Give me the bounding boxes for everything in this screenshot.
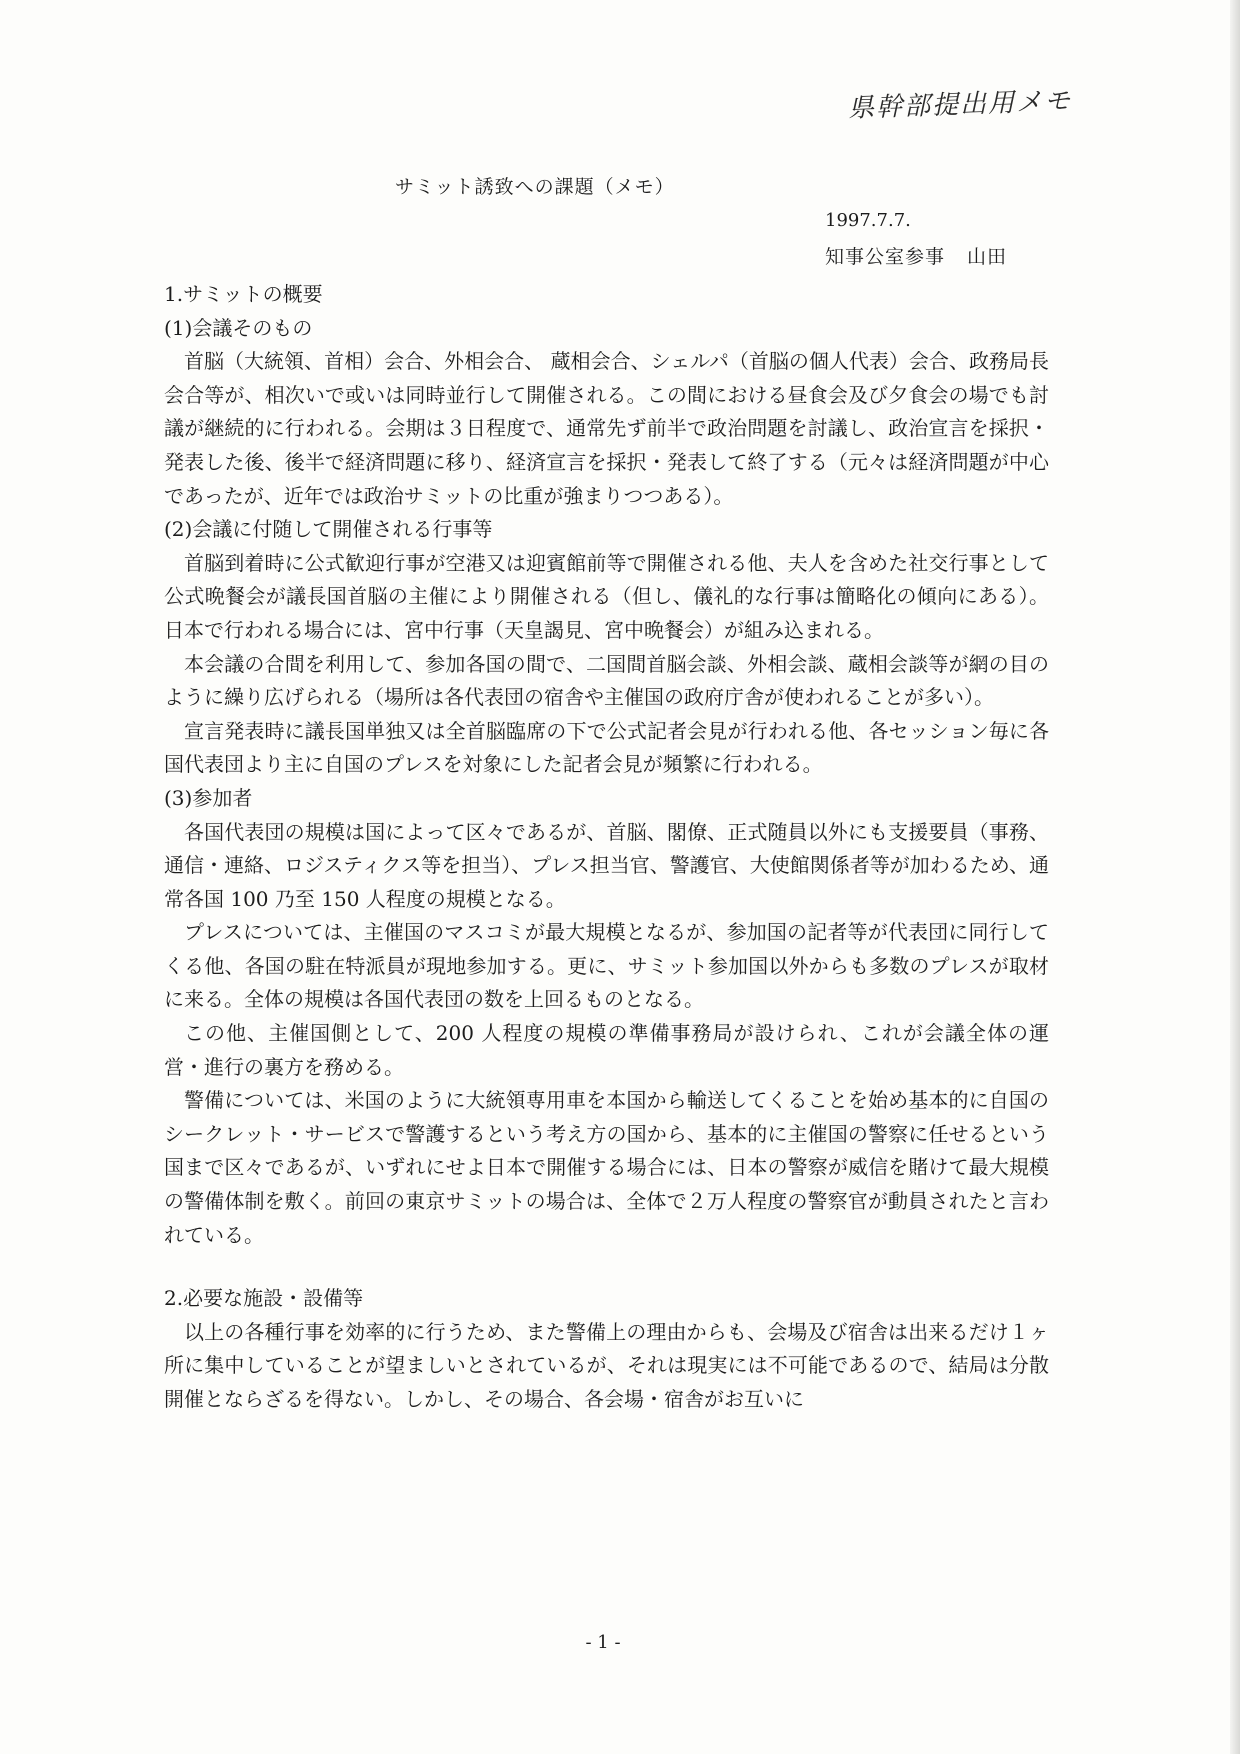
- paragraph: 首脳（大統領、首相）会合、外相会合、 蔵相会合、シェルパ（首脳の個人代表）会合、政務局長会合等が、相次いで或いは同時並行して開催される。この間における昼食会及び夕食会の場でも討議が継続的に行われる。会期は３日程度で、通常先ず前半で政治問題を討議し、政治宣言を採択・発表した後、後半で経済問題に移り、経済宣言を採択・発表して終了する（元々は経済問題が中心であったが、近年では政治サミットの比重が強まりつつある）。: [164, 349, 1049, 508]
- subsection-heading: (1)会議そのもの: [164, 315, 313, 340]
- subsection-heading: (3)参加者: [164, 785, 253, 810]
- document-author: [825, 242, 1007, 269]
- paragraph: 警備については、米国のように大統領専用車を本国から輸送してくることを始め基本的に自国のシークレット・サービスで警護するという考え方の国から、基本的に主催国の警察に任せるという国まで区々であるが、いずれにせよ日本で開催する場合には、日本の警察が威信を賭けて最大規模の警備体制を敷く。前回の東京サミットの場合は、全体で２万人程度の警察官が動員されたと言われている。: [164, 1088, 1049, 1247]
- subsection-heading: (2)会議に付随して開催される行事等: [164, 517, 493, 542]
- document-date: 1997.7.7.: [825, 210, 911, 231]
- document-title: サミット誘致への課題（メモ）: [395, 176, 675, 198]
- author-office: 知事公室参事: [825, 246, 946, 268]
- page-number: - 1 -: [585, 1632, 621, 1653]
- paragraph: プレスについては、主催国のマスコミが最大規模となるが、参加国の記者等が代表団に同行してくる他、各国の駐在特派員が現地参加する。更に、サミット参加国以外からも多数のプレスが取材に来る。全体の規模は各国代表団の数を上回るものとなる。: [164, 920, 1049, 1012]
- handwritten-note: 県幹部提出用メモ: [847, 86, 1073, 124]
- paragraph: 首脳到着時に公式歓迎行事が空港又は迎賓館前等で開催される他、夫人を含めた社交行事として公式晩餐会が議長国首脳の主催により開催される（但し、儀礼的な行事は簡略化の傾向にある）。日本で行われる場合には、宮中行事（天皇謁見、宮中晩餐会）が組み込まれる。: [164, 550, 1049, 642]
- paragraph: 本会議の合間を利用して、参加各国の間で、二国間首脳会談、外相会談、蔵相会談等が網の目のように繰り広げられる（場所は各代表団の宿舎や主催国の政府庁舎が使われることが多い）。: [164, 651, 1049, 710]
- paragraph: 以上の各種行事を効率的に行うため、また警備上の理由からも、会場及び宿舎は出来るだけ１ヶ所に集中していることが望ましいとされているが、それは現実には不可能であるので、結局は分散開催とならざるを得ない。しかし、その場合、各会場・宿舎がお互いに: [164, 1319, 1049, 1411]
- section-heading: 1.サミットの概要: [164, 282, 323, 306]
- paragraph: この他、主催国側として、200 人程度の規模の準備事務局が設けられ、これが会議全体の運営・進行の裏方を務める。: [164, 1021, 1049, 1079]
- section-heading: 2.必要な施設・設備等: [164, 1286, 364, 1311]
- paragraph: 各国代表団の規模は国によって区々であるが、首脳、閣僚、正式随員以外にも支援要員（事務、通信・連絡、ロジスティクス等を担当）、プレス担当官、警護官、大使館関係者等が加わるため、通常各国 100 乃至 150 人程度の規模となる。: [164, 819, 1049, 911]
- section-spacer: [164, 1252, 1049, 1282]
- paragraph: 宣言発表時に議長国単独又は全首脳臨席の下で公式記者会見が行われる他、各セッション毎に各国代表団より主に自国のプレスを対象にした記者会見が頻繁に行われる。: [164, 718, 1049, 777]
- author-name: 山田: [967, 246, 1008, 268]
- page-edge-shadow: [1230, 0, 1240, 1754]
- document-body: [164, 278, 1049, 1417]
